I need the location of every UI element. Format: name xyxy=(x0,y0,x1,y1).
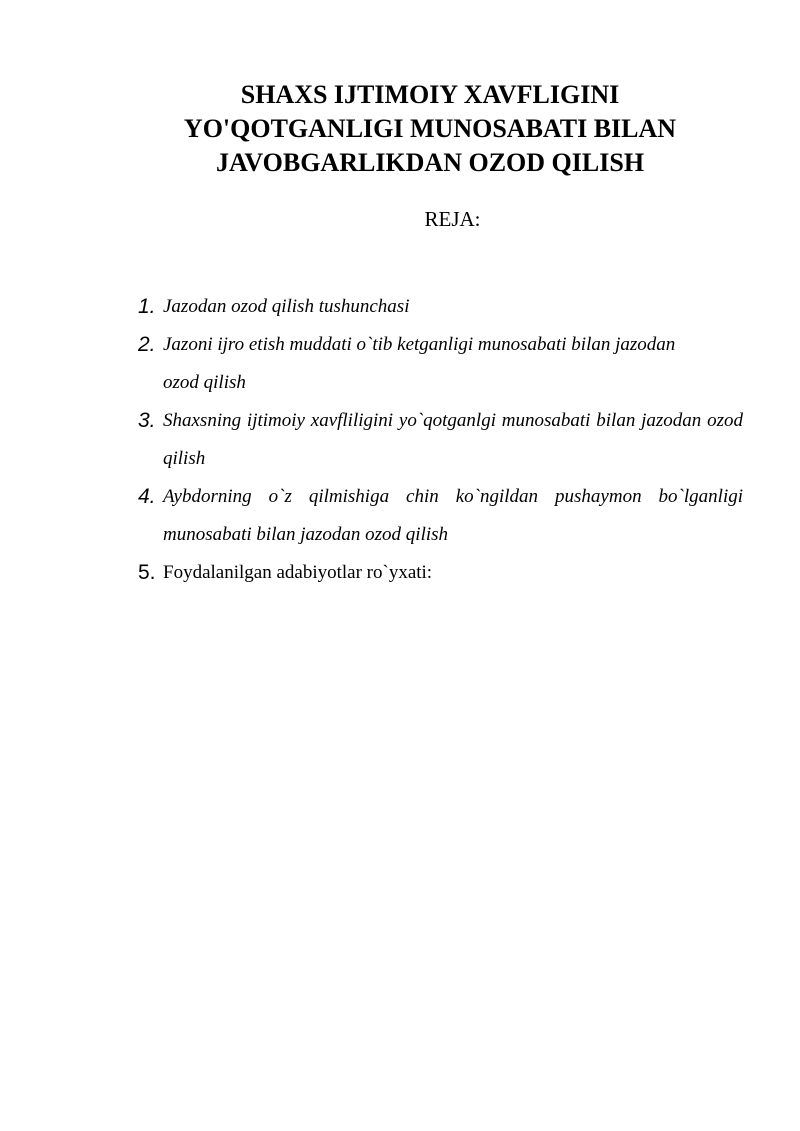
plan-item-number: 5. xyxy=(138,561,156,584)
plan-heading: REJA: xyxy=(424,207,481,231)
plan-item-number: 3. xyxy=(138,409,156,432)
plan-item-text: Jazodan ozod qilish tushunchasi xyxy=(163,296,410,317)
document-title xyxy=(100,78,760,180)
plan-item-text: Jazoni ijro etish muddati o`tib ketganligi munosabati bilan jazodan ozod qilish xyxy=(163,334,676,393)
plan-item-text: Aybdorning o`z qilmishiga chin ko`ngildan pushaymon bo`lganligi munosabati bilan jazodan ozod qilish xyxy=(163,486,743,545)
plan-item-1 xyxy=(138,288,743,326)
plan-item-2 xyxy=(138,326,743,402)
plan-item-3 xyxy=(138,402,743,478)
plan-item-number: 4. xyxy=(138,485,156,508)
plan-item-5 xyxy=(138,554,743,592)
title-line-3: JAVOBGARLIKDAN OZOD QILISH xyxy=(215,148,645,177)
plan-item-number: 1. xyxy=(138,295,156,318)
plan-list xyxy=(138,288,743,592)
plan-item-text: Foydalanilgan adabiyotlar ro`yxati: xyxy=(163,562,433,583)
plan-item-number: 2. xyxy=(138,333,156,356)
plan-item-text: Shaxsning ijtimoiy xavfliligini yo`qotganlgi munosabati bilan jazodan ozod qilish xyxy=(163,410,743,469)
title-line-2: YO'QOTGANLIGI MUNOSABATI BILAN xyxy=(183,114,677,143)
title-line-1: SHAXS IJTIMOIY XAVFLIGINI xyxy=(240,80,620,109)
plan-item-4 xyxy=(138,478,743,554)
